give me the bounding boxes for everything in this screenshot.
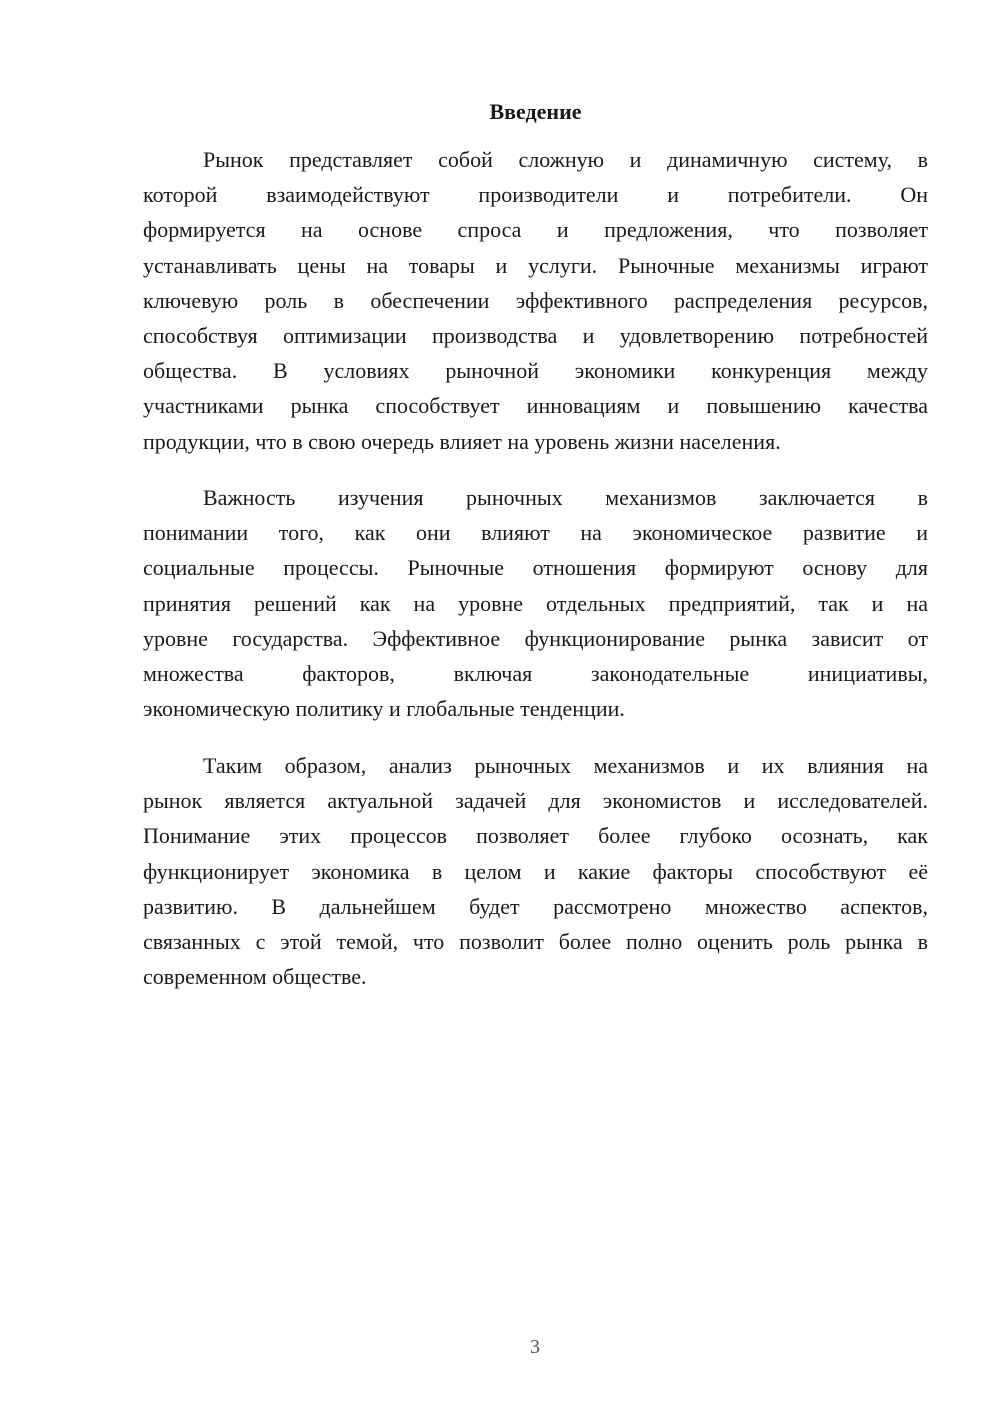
text-line: способствуя оптимизации производства и удовлетворению потребностей (143, 322, 928, 348)
text-line: продукции, что в свою очередь влияет на уровень жизни населения. (143, 428, 781, 454)
text-line: социальные процессы. Рыночные отношения формируют основу для (143, 555, 928, 581)
text-line: современном обществе. (143, 964, 367, 990)
text-line: рынок является актуальной задачей для экономистов и исследователей. (143, 788, 928, 814)
text-line: связанных с этой темой, что позволит более полно оценить роль рынка в (143, 928, 928, 954)
paragraph-1 (143, 142, 928, 459)
text-line: функционирует экономика в целом и какие факторы способствуют её (143, 858, 928, 884)
paragraph-3 (143, 748, 928, 994)
text-line: которой взаимодействуют производители и потребители. Он (143, 182, 928, 208)
text-line: понимании того, как они влияют на экономическое развитие и (143, 520, 928, 546)
page-title: Введение (489, 99, 582, 124)
text-line: развитию. В дальнейшем будет рассмотрено множество аспектов, (143, 893, 928, 919)
text-line: множества факторов, включая законодательные инициативы, (143, 660, 928, 686)
text-line: уровне государства. Эффективное функционирование рынка зависит от (143, 625, 928, 651)
text-line: Понимание этих процессов позволяет более глубоко осознать, как (143, 823, 928, 849)
text-line: общества. В условиях рыночной экономики конкуренция между (143, 358, 928, 384)
page-number: 3 (530, 1336, 540, 1358)
text-line: участниками рынка способствует инновациям и повышению качества (143, 393, 928, 419)
text-line: Рынок представляет собой сложную и динамичную систему, в (203, 147, 928, 172)
text-line: устанавливать цены на товары и услуги. Рыночные механизмы играют (143, 252, 928, 278)
text-line: ключевую роль в обеспечении эффективного распределения ресурсов, (143, 287, 928, 313)
paragraph-2 (143, 480, 928, 726)
text-line: экономическую политику и глобальные тенденции. (143, 696, 625, 722)
text-line: принятия решений как на уровне отдельных предприятий, так и на (143, 590, 928, 616)
text-line: формируется на основе спроса и предложения, что позволяет (143, 217, 928, 243)
text-line: Важность изучения рыночных механизмов заключается в (203, 485, 928, 510)
text-line: Таким образом, анализ рыночных механизмов и их влияния на (203, 753, 928, 778)
